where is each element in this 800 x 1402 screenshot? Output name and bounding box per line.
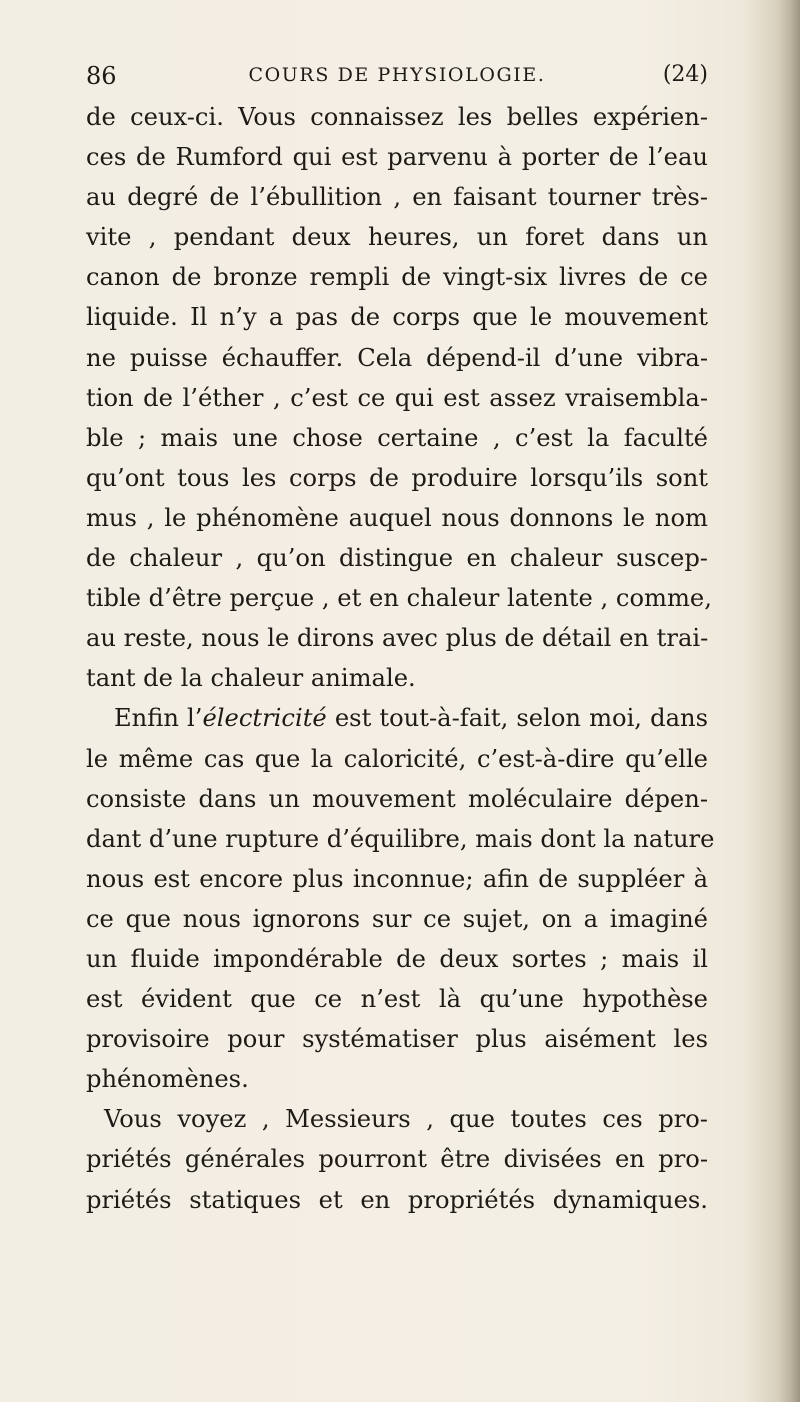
text-line: priétés statiques et en propriétés dynamiques. [86,1185,708,1214]
text-line: dant d’une rupture d’équilibre, mais dont la nature [86,824,715,853]
text-line: phénomènes. [86,1065,249,1094]
body-text [86,97,715,1220]
text-line: nous est encore plus inconnue; afin de suppléer à [86,864,708,893]
text-line: vite , pendant deux heures, un foret dans un [86,223,708,252]
text-line: liquide. Il n’y a pas de corps que le mouvement [86,303,708,332]
signature-mark: (24) [662,62,708,87]
text-line: est évident que ce n’est là qu’une hypothèse [86,985,708,1014]
running-title: COURS DE PHYSIOLOGIE. [248,64,546,86]
text-line: au degré de l’ébullition , en faisant tourner très- [86,183,708,212]
text-line: provisoire pour systématiser plus aisément les [86,1025,708,1054]
text-line: de ceux-ci. Vous connaissez les belles expérien- [86,103,708,131]
text-line: un fluide impondérable de deux sortes ; mais il [86,944,708,973]
text-line: mus , le phénomène auquel nous donnons le nom [86,503,708,532]
text-line: Vous voyez , Messieurs , que toutes ces pro- [104,1105,708,1134]
text-line: consiste dans un mouvement moléculaire dépen- [86,784,708,813]
paragraph-rest: est tout-à-fait, selon moi, dans [326,704,709,733]
text-line: canon de bronze rempli de vingt-six livres de ce [86,263,708,292]
text-line: au reste, nous le dirons avec plus de détail en trai- [86,624,709,653]
text-line: ne puisse échauffer. Cela dépend-il d’une vibra- [86,343,708,372]
text-line: tion de l’éther , c’est ce qui est assez vraisembla- [86,383,708,412]
text-line: tant de la chaleur animale. [86,664,416,693]
text-line: ce que nous ignorons sur ce sujet, on a imaginé [86,904,708,933]
text-line: tible d’être perçue , et en chaleur latente , comme, [86,584,712,613]
text-line: priétés générales pourront être divisées en pro- [86,1145,708,1174]
text-line: le même cas que la caloricité, c’est-à-dire qu’elle [86,744,708,773]
page-edge-shadow [778,0,800,1402]
text-line: de chaleur , qu’on distingue en chaleur suscep- [86,544,708,573]
text-line: ble ; mais une chose certaine , c’est la faculté [86,423,708,452]
text-line: qu’ont tous les corps de produire lorsqu’ils sont [86,463,708,492]
page-header [86,62,708,102]
text-line: ces de Rumford qui est parvenu à porter de l’eau [86,143,708,172]
paragraph-opening-line [86,698,708,738]
page-number: 86 [86,62,117,90]
italic-term: électricité [202,704,327,733]
paragraph-start: Enfin l’ [114,704,203,733]
